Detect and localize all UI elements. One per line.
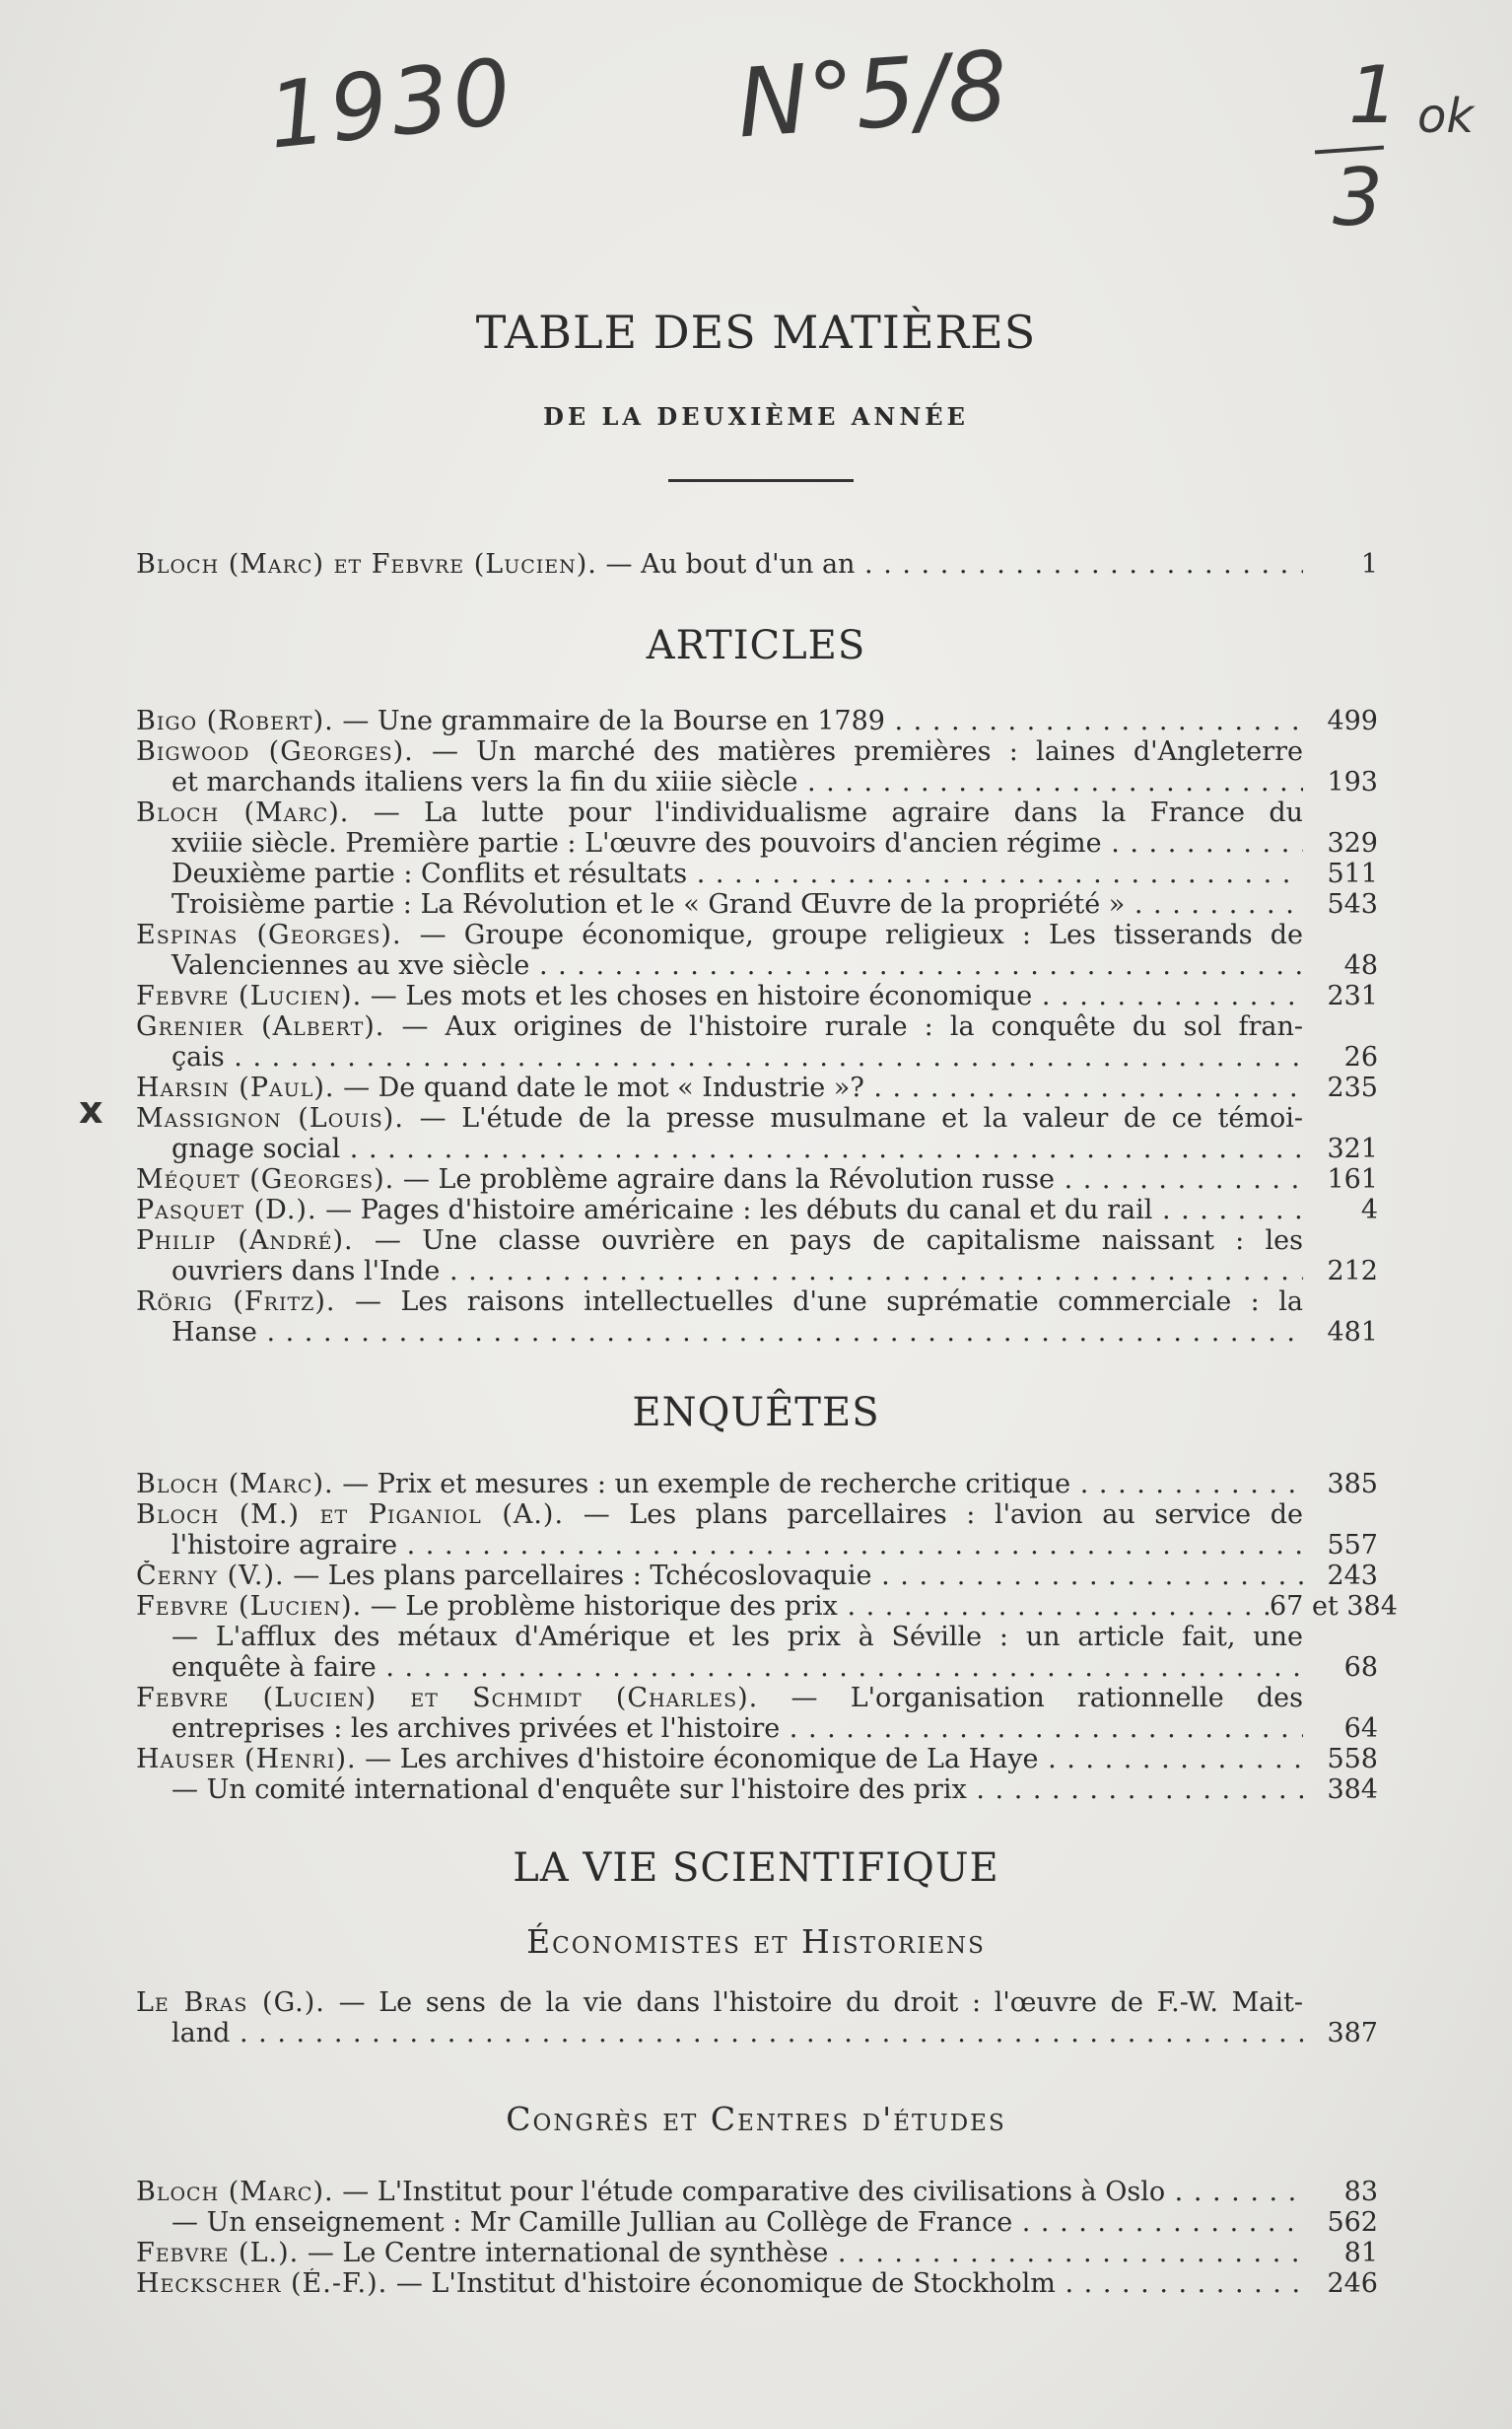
entry-title: — Un enseignement : Mr Camille Jullian au Collège de France	[172, 2207, 1013, 2238]
entry-title: — Un comité international d'enquête sur l'histoire des prix	[172, 1774, 967, 1805]
toc-entry	[136, 2238, 1378, 2268]
entry-text	[136, 2018, 1303, 2048]
toc-entry	[136, 706, 1378, 736]
entry-title: gnage social	[172, 1134, 341, 1164]
entry-title: — Au bout d'un an	[605, 549, 856, 580]
entry-title: — De quand date le mot « Industrie »?	[343, 1073, 864, 1103]
entry-page: 231	[1327, 981, 1378, 1011]
handwritten-year: 1930	[263, 38, 520, 170]
entry-page: 4	[1360, 1195, 1378, 1225]
toc-entry	[136, 549, 1378, 580]
entry-title: — Une grammaire de la Bourse en 1789	[342, 706, 885, 736]
entry-text	[136, 1286, 1378, 1317]
entry-author: Harsin (Paul).	[136, 1073, 335, 1103]
entry-text	[136, 1011, 1378, 1042]
entry-page: 562	[1327, 2207, 1378, 2238]
entry-text	[136, 920, 1378, 950]
entry-title: — Groupe économique, groupe religieux : Les tisserands de	[419, 920, 1303, 950]
entry-title: Deuxième partie : Conflits et résultats	[172, 859, 688, 889]
entry-author: Bigo (Robert).	[136, 706, 334, 736]
entry-author: Febvre (Lucien).	[136, 981, 363, 1011]
entry-text	[136, 1987, 1378, 2018]
entry-page: 384	[1327, 1774, 1378, 1805]
toc-entry	[136, 2177, 1378, 2207]
toc-entry	[136, 1256, 1378, 1286]
toc-entry	[136, 2018, 1378, 2048]
entry-text	[136, 1622, 1378, 1652]
section-title-enquetes: ENQUÊTES	[632, 1390, 880, 1435]
entry-page: 83	[1343, 2177, 1378, 2207]
entry-author: Bloch (Marc) et Febvre (Lucien).	[136, 549, 597, 580]
toc-entry	[136, 859, 1378, 889]
entry-page: 161	[1327, 1164, 1378, 1195]
entry-text	[136, 736, 1378, 767]
entry-author: Rörig (Fritz).	[136, 1286, 336, 1317]
entry-title: et marchands italiens vers la fin du xiiie siècle	[172, 767, 798, 798]
congres-list	[136, 2177, 1378, 2299]
toc-entry-line	[136, 1103, 1378, 1134]
page-title: TABLE DES MATIÈRES	[475, 306, 1037, 359]
section-title-vie-scientifique: LA VIE SCIENTIFIQUE	[513, 1845, 999, 1891]
entry-page: 329	[1327, 828, 1378, 859]
intro-entry-block	[136, 549, 1378, 580]
entry-title: — Le problème agraire dans la Révolution russe	[402, 1164, 1055, 1195]
entry-page: 212	[1327, 1256, 1378, 1286]
entry-author: Febvre (Lucien) et Schmidt (Charles).	[136, 1683, 759, 1713]
entry-title: — Les raisons intellectuelles d'une suprématie commerciale : la	[354, 1286, 1304, 1317]
toc-entry-line	[136, 798, 1378, 828]
toc-entry	[136, 1134, 1378, 1164]
entry-text	[136, 1469, 1303, 1499]
entry-title: Hanse	[172, 1317, 257, 1348]
entry-text	[136, 1591, 1270, 1622]
entry-author: Pasquet (D.).	[136, 1195, 317, 1225]
entry-page: 385	[1327, 1469, 1378, 1499]
entry-text	[136, 1103, 1378, 1134]
entry-page: 193	[1327, 767, 1378, 798]
entry-page: 48	[1343, 950, 1378, 981]
toc-entry	[136, 1530, 1378, 1561]
handwritten-ok: ok	[1417, 89, 1475, 144]
entry-text	[136, 1774, 1303, 1805]
entry-title: l'histoire agraire	[172, 1530, 398, 1561]
entry-page: 26	[1343, 1042, 1378, 1073]
entry-author: Febvre (Lucien).	[136, 1591, 363, 1622]
entry-title: — Le Centre international de synthèse	[307, 2238, 829, 2268]
entry-title: — La lutte pour l'individualisme agraire dans la France du	[373, 798, 1303, 828]
toc-entry	[136, 1561, 1378, 1591]
entry-page: 511	[1327, 859, 1378, 889]
entry-title: — Pages d'histoire américaine : les débuts du canal et du rail	[325, 1195, 1153, 1225]
entry-title: land	[172, 2018, 231, 2048]
page-subtitle: DE LA DEUXIÈME ANNÉE	[543, 402, 969, 431]
toc-entry-line	[136, 736, 1378, 767]
entry-page: 543	[1327, 889, 1378, 920]
entry-title: — Les archives d'histoire économique de La Haye	[365, 1744, 1039, 1774]
entry-text	[136, 1225, 1378, 1256]
toc-entry	[136, 2268, 1378, 2299]
entry-text	[136, 828, 1303, 859]
entry-title: — Aux origines de l'histoire rurale : la conquête du sol fran-	[401, 1011, 1304, 1042]
entry-text	[136, 2238, 1303, 2268]
subsection-title-economistes: Économistes et Historiens	[526, 1922, 986, 1961]
entry-page: 243	[1327, 1561, 1378, 1591]
entry-text	[136, 1317, 1303, 1348]
entry-author: Bloch (M.) et Piganiol (A.).	[136, 1499, 565, 1530]
entry-title: — Le problème historique des prix	[370, 1591, 838, 1622]
entry-text	[136, 1256, 1303, 1286]
entry-text	[136, 1073, 1303, 1103]
entry-author: Hauser (Henri).	[136, 1744, 357, 1774]
margin-mark-x: x	[79, 1088, 103, 1132]
entry-text	[136, 2177, 1303, 2207]
economistes-list	[136, 1987, 1378, 2048]
entry-title: — Les mots et les choses en histoire économique	[370, 981, 1033, 1011]
entry-text	[136, 1530, 1303, 1561]
entry-text	[136, 706, 1303, 736]
entry-text	[136, 1744, 1303, 1774]
entry-text	[136, 767, 1303, 798]
entry-author: Philip (André).	[136, 1225, 354, 1256]
entry-author: Bigwood (Georges).	[136, 736, 414, 767]
articles-list	[136, 706, 1378, 1348]
entry-page: 387	[1327, 2018, 1378, 2048]
entry-text	[136, 950, 1303, 981]
handwritten-fraction	[1309, 49, 1408, 246]
entry-page: 68	[1343, 1652, 1378, 1683]
entry-page: 558	[1327, 1744, 1378, 1774]
entry-text	[136, 1134, 1303, 1164]
title-rule	[668, 479, 854, 482]
toc-entry	[136, 1744, 1378, 1774]
entry-page: 557	[1327, 1530, 1378, 1561]
toc-entry	[136, 1713, 1378, 1744]
entry-title: — Le sens de la vie dans l'histoire du droit : l'œuvre de F.-W. Mait-	[338, 1987, 1303, 2018]
entry-text	[136, 1713, 1303, 1744]
toc-entry	[136, 767, 1378, 798]
entry-text	[136, 1499, 1378, 1530]
entry-text	[136, 798, 1378, 828]
entry-author: Grenier (Albert).	[136, 1011, 385, 1042]
toc-entry-line	[136, 1622, 1378, 1652]
entry-author: Bloch (Marc).	[136, 798, 350, 828]
toc-entry-line	[136, 1225, 1378, 1256]
handwritten-issue-number: N°5/8	[733, 30, 1011, 160]
toc-entry-line	[136, 1011, 1378, 1042]
toc-entry-line	[136, 1987, 1378, 2018]
entry-page: 235	[1327, 1073, 1378, 1103]
toc-entry	[136, 1195, 1378, 1225]
toc-entry	[136, 889, 1378, 920]
entry-page: 1	[1360, 549, 1378, 580]
entry-text	[136, 1652, 1303, 1683]
toc-entry	[136, 1073, 1378, 1103]
entry-author: Bloch (Marc).	[136, 1469, 334, 1499]
entry-text	[136, 1683, 1378, 1713]
toc-entry	[136, 828, 1378, 859]
entry-author: Méquet (Georges).	[136, 1164, 395, 1195]
enquetes-list	[136, 1469, 1398, 1805]
section-title-articles: ARTICLES	[646, 623, 866, 668]
toc-entry	[136, 1164, 1378, 1195]
entry-text	[136, 2268, 1303, 2299]
entry-text	[136, 2207, 1303, 2238]
entry-title: Troisième partie : La Révolution et le « Grand Œuvre de la propriété »	[172, 889, 1126, 920]
entry-title: — L'étude de la presse musulmane et la valeur de ce témoi-	[419, 1103, 1303, 1134]
entry-text	[136, 549, 1303, 580]
toc-entry	[136, 981, 1378, 1011]
entry-title: — L'afflux des métaux d'Amérique et les prix à Séville : un article fait, une	[172, 1622, 1303, 1652]
entry-title: — Les plans parcellaires : Tchécoslovaquie	[293, 1561, 872, 1591]
entry-text	[136, 1042, 1303, 1073]
entry-author: Černy (V.).	[136, 1561, 285, 1591]
handwritten-fraction-top: 1	[1348, 49, 1399, 141]
entry-author: Bloch (Marc).	[136, 2177, 334, 2207]
entry-title: — Une classe ouvrière en pays de capitalisme naissant : les	[374, 1225, 1303, 1256]
entry-author: Febvre (L.).	[136, 2238, 300, 2268]
entry-text	[136, 859, 1303, 889]
toc-entry	[136, 1317, 1378, 1348]
entry-page: 499	[1327, 706, 1378, 736]
entry-title: — Les plans parcellaires : l'avion au service de	[583, 1499, 1303, 1530]
toc-entry	[136, 2207, 1378, 2238]
entry-author: Heckscher (É.-F.).	[136, 2268, 388, 2299]
subsection-title-congres: Congrès et Centres d'études	[506, 2100, 1006, 2138]
entry-text	[136, 1561, 1303, 1591]
entry-text	[136, 889, 1303, 920]
entry-title: enquête à faire	[172, 1652, 377, 1683]
toc-entry-line	[136, 1683, 1378, 1713]
toc-entry	[136, 1591, 1398, 1622]
toc-entry	[136, 1774, 1378, 1805]
entry-title: — L'Institut d'histoire économique de Stockholm	[395, 2268, 1056, 2299]
entry-title: — Un marché des matières premières : laines d'Angleterre	[431, 736, 1303, 767]
handwritten-fraction-bottom: 3	[1333, 152, 1383, 243]
entry-author: Le Bras (G.).	[136, 1987, 325, 2018]
entry-page: 67 et 384	[1270, 1591, 1398, 1622]
entry-title: xviiie siècle. Première partie : L'œuvre des pouvoirs d'ancien régime	[172, 828, 1102, 859]
entry-page: 481	[1327, 1317, 1378, 1348]
entry-page: 64	[1343, 1713, 1378, 1744]
entry-author: Massignon (Louis).	[136, 1103, 404, 1134]
entry-title: Valenciennes au xve siècle	[172, 950, 530, 981]
toc-entry-line	[136, 920, 1378, 950]
toc-entry	[136, 1469, 1378, 1499]
entry-page: 246	[1327, 2268, 1378, 2299]
entry-page: 81	[1343, 2238, 1378, 2268]
entry-title: — L'organisation rationnelle des	[790, 1683, 1303, 1713]
entry-title: entreprises : les archives privées et l'histoire	[172, 1713, 781, 1744]
toc-entry	[136, 1652, 1378, 1683]
entry-text	[136, 1164, 1303, 1195]
entry-page: 321	[1327, 1134, 1378, 1164]
entry-title: — Prix et mesures : un exemple de recherche critique	[342, 1469, 1071, 1499]
entry-text	[136, 981, 1303, 1011]
entry-text	[136, 1195, 1303, 1225]
entry-author: Espinas (Georges).	[136, 920, 402, 950]
toc-entry-line	[136, 1499, 1378, 1530]
entry-title: ouvriers dans l'Inde	[172, 1256, 441, 1286]
entry-title: çais	[172, 1042, 225, 1073]
toc-entry-line	[136, 1286, 1378, 1317]
entry-title: — L'Institut pour l'étude comparative des civilisations à Oslo	[342, 2177, 1166, 2207]
toc-entry	[136, 950, 1378, 981]
toc-entry	[136, 1042, 1378, 1073]
